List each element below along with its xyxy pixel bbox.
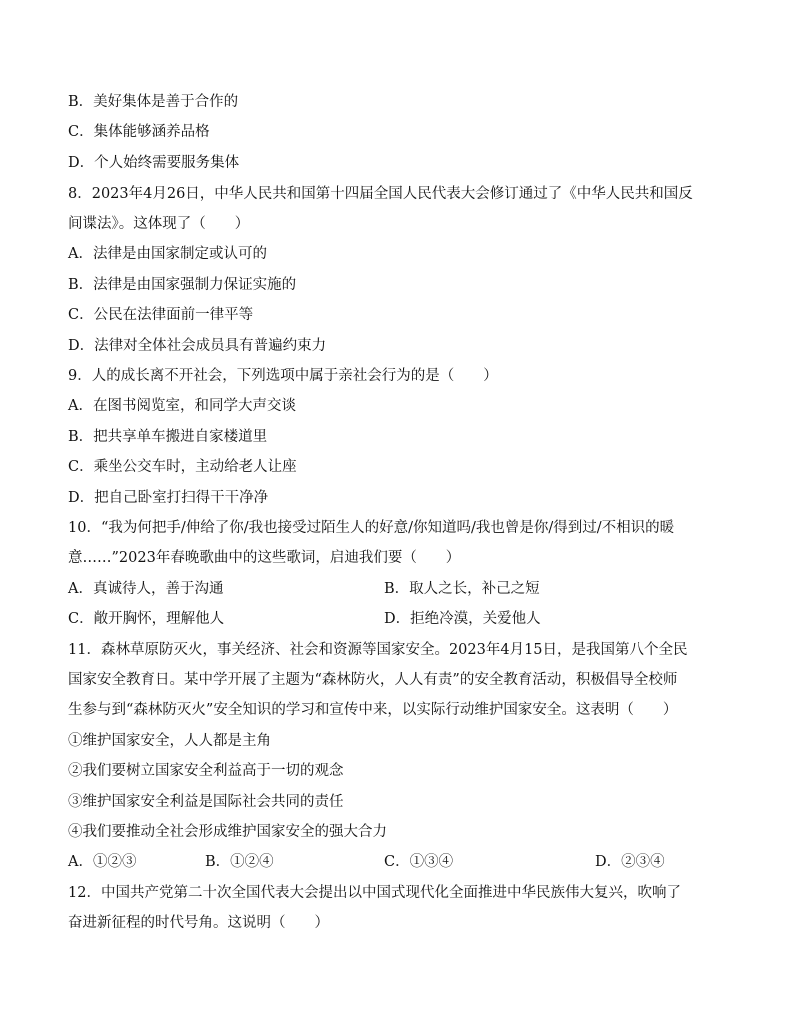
q7-option-b: B．美好集体是善于合作的 — [68, 94, 239, 110]
q10-option-a: A．真诚待人，善于沟通 — [68, 581, 224, 597]
q10-stem-line1: 10．“我为何把手/伸给了你/我也接受过陌生人的好意/你知道吗/我也曾是你/得到过/不相识的暖 — [68, 520, 675, 536]
q11-statement-1: ①维护国家安全，人人都是主角 — [68, 733, 271, 749]
q8-stem-line2: 间谍法》。这体现了（ ） — [68, 216, 250, 232]
q11-option-b: B．①②④ — [205, 854, 274, 870]
q11-statement-2: ②我们要树立国家安全利益高于一切的观念 — [68, 763, 344, 779]
q9-option-d: D．把自己卧室打扫得干干净净 — [68, 490, 269, 506]
q11-option-d: D．②③④ — [595, 854, 665, 870]
q9-option-b: B．把共享单车搬进自家楼道里 — [68, 429, 268, 445]
q9-stem: 9．人的成长离不开社会，下列选项中属于亲社会行为的是（ ） — [68, 368, 498, 384]
q11-option-c: C．①③④ — [384, 854, 454, 870]
q11-stem-line1: 11．森林草原防灭火，事关经济、社会和资源等国家安全。2023年4月15日，是我国第八个全民 — [68, 642, 688, 658]
q11-statement-3: ③维护国家安全利益是国际社会共同的责任 — [68, 794, 344, 810]
q12-stem-line2: 奋进新征程的时代号角。这说明（ ） — [68, 915, 329, 931]
q11-stem-line3: 生参与到“森林防灭火”安全知识的学习和宣传中来，以实际行动维护国家安全。这表明（ ） — [68, 702, 678, 718]
q7-option-d: D．个人始终需要服务集体 — [68, 155, 240, 171]
q8-option-a: A．法律是由国家制定或认可的 — [68, 246, 267, 262]
q10-stem-line2: 意……”2023年春晚歌曲中的这些歌词，启迪我们要（ ） — [68, 550, 461, 566]
q10-option-b: B．取人之长，补己之短 — [384, 581, 540, 597]
q11-statement-4: ④我们要推动全社会形成维护国家安全的强大合力 — [68, 824, 387, 840]
q7-option-c: C．集体能够涵养品格 — [68, 124, 210, 140]
q10-option-d: D．拒绝冷漠，关爱他人 — [384, 611, 541, 627]
q11-option-a: A．①②③ — [68, 854, 137, 870]
q12-stem-line1: 12．中国共产党第二十次全国代表大会提出以中国式现代化全面推进中华民族伟大复兴，吹响了 — [68, 885, 681, 901]
q11-stem-line2: 国家安全教育日。某中学开展了主题为“森林防火，人人有责”的安全教育活动，积极倡导全校师 — [68, 672, 678, 688]
q8-option-c: C．公民在法律面前一律平等 — [68, 307, 254, 323]
q10-option-c: C．敞开胸怀，理解他人 — [68, 611, 225, 627]
q9-option-a: A．在图书阅览室，和同学大声交谈 — [68, 398, 296, 414]
q11-options-row — [68, 852, 748, 872]
q8-option-b: B．法律是由国家强制力保证实施的 — [68, 277, 297, 293]
q8-stem-line1: 8．2023年4月26日，中华人民共和国第十四届全国人民代表大会修订通过了《中华人民共和国反 — [68, 186, 693, 202]
q8-option-d: D．法律对全体社会成员具有普遍约束力 — [68, 338, 327, 354]
q9-option-c: C．乘坐公交车时，主动给老人让座 — [68, 459, 297, 475]
q10-options-row1 — [68, 579, 748, 599]
q10-options-row2 — [68, 609, 748, 629]
